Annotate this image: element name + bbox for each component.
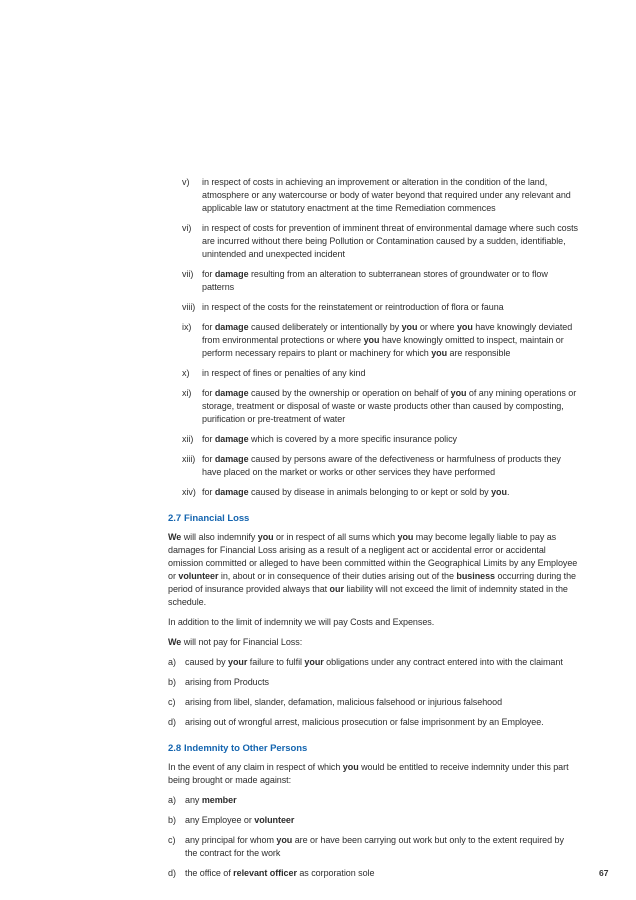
exclusions-list [168,176,578,499]
indemnity-other-persons-intro: In the event of any claim in respect of which you would be entitled to receive indemnity under this part being brought or made against: [168,762,569,785]
list-item [168,867,578,880]
list-item-label: a) [168,657,176,667]
list-item [182,367,578,380]
list-item [168,814,578,827]
list-item [168,696,578,709]
list-item-label: vi) [182,223,192,233]
section-number: 2.7 [168,513,182,524]
list-item-label: b) [168,815,176,825]
list-item-text: the office of relevant officer as corporation sole [185,868,375,878]
list-item-text: in respect of costs for prevention of imminent threat of environmental damage where such costs are incurred without there being Pollution or Contamination caused by a sudden, identifiable, unintended and unexpected incident [202,223,578,259]
list-item-label: xiv) [182,487,196,497]
list-item-text: any Employee or volunteer [185,815,295,825]
list-item-label: a) [168,795,176,805]
section-number: 2.8 [168,743,182,754]
list-item-label: xi) [182,388,192,398]
list-item-label: viii) [182,302,196,312]
list-item [182,387,578,426]
list-item-text: in respect of costs in achieving an improvement or alteration in the condition of the land, atmosphere or any watercourse or body of water beyond that required under any relevant and applicable law or statutory enactment at the time Remediation commences [202,177,571,213]
list-item-text: for damage which is covered by a more specific insurance policy [202,434,457,444]
list-item [182,321,578,360]
list-item-label: ix) [182,322,192,332]
page-content [168,176,578,887]
page-number: 67 [599,868,609,878]
section-heading-indemnity-other-persons [168,742,578,755]
list-item [182,176,578,215]
list-item [182,222,578,261]
list-item-label: b) [168,677,176,687]
list-item-label: x) [182,368,190,378]
list-item-text: in respect of fines or penalties of any kind [202,368,366,378]
list-item [182,486,578,499]
list-item-label: c) [168,697,176,707]
financial-loss-intro: We will also indemnify you or in respect of all sums which you may become legally liable to pay as damages for Financial Loss arising as a result of a negligent act or accidental error or accidental omission committed or alleged to have been committed within the Geographical Limits by any Employee or volunteer in, about or in consequence of their duties arising out of the business occurring during the period of insurance provided always that our liability will not exceed the limit of indemnity stated in the schedule. [168,532,578,607]
list-item-text: caused by your failure to fulfil your obligations under any contract entered into with the claimant [185,657,563,667]
list-item [182,268,578,294]
financial-loss-exclusions [168,656,578,729]
list-item [182,301,578,314]
list-item [168,676,578,689]
list-item-label: vii) [182,269,194,279]
section-title: Financial Loss [184,513,250,524]
list-item [182,453,578,479]
list-item-text: for damage resulting from an alteration to subterranean stores of groundwater or to flow patterns [202,269,548,292]
list-item [182,433,578,446]
financial-loss-will-not-pay: We will not pay for Financial Loss: [168,637,303,647]
list-item-label: d) [168,717,176,727]
section-title: Indemnity to Other Persons [184,743,308,754]
list-item-text: for damage caused by disease in animals belonging to or kept or sold by you. [202,487,510,497]
list-item-text: for damage caused deliberately or intentionally by you or where you have knowingly deviated from environmental protections or where you have knowingly omitted to inspect, maintain or perform necessary repairs to plant or machinery for which you are responsible [202,322,573,358]
list-item-text: any member [185,795,237,805]
list-item-text: for damage caused by persons aware of the defectiveness or harmfulness of products they have placed on the market or works or other services they have performed [202,454,561,477]
list-item-text: arising from Products [185,677,269,687]
list-item-label: c) [168,835,176,845]
list-item-label: xii) [182,434,194,444]
list-item-text: any principal for whom you are or have been carrying out work but only to the extent required by the contract for the work [185,835,564,858]
indemnity-other-persons-list [168,794,578,880]
list-item-text: in respect of the costs for the reinstatement or reintroduction of flora or fauna [202,302,504,312]
list-item-text: arising out of wrongful arrest, malicious prosecution or false imprisonment by an Employee. [185,717,544,727]
list-item-text: for damage caused by the ownership or operation on behalf of you of any mining operations or storage, treatment or disposal of waste or waste products other than caused by composting, purification or pre-treatment of water [202,388,577,424]
list-item [168,794,578,807]
financial-loss-costs-note: In addition to the limit of indemnity we will pay Costs and Expenses. [168,617,435,627]
list-item [168,834,578,860]
list-item-label: v) [182,177,190,187]
list-item-label: xiii) [182,454,196,464]
list-item [168,656,578,669]
section-heading-financial-loss [168,512,578,525]
list-item-text: arising from libel, slander, defamation, malicious falsehood or injurious falsehood [185,697,503,707]
list-item-label: d) [168,868,176,878]
list-item [168,716,578,729]
